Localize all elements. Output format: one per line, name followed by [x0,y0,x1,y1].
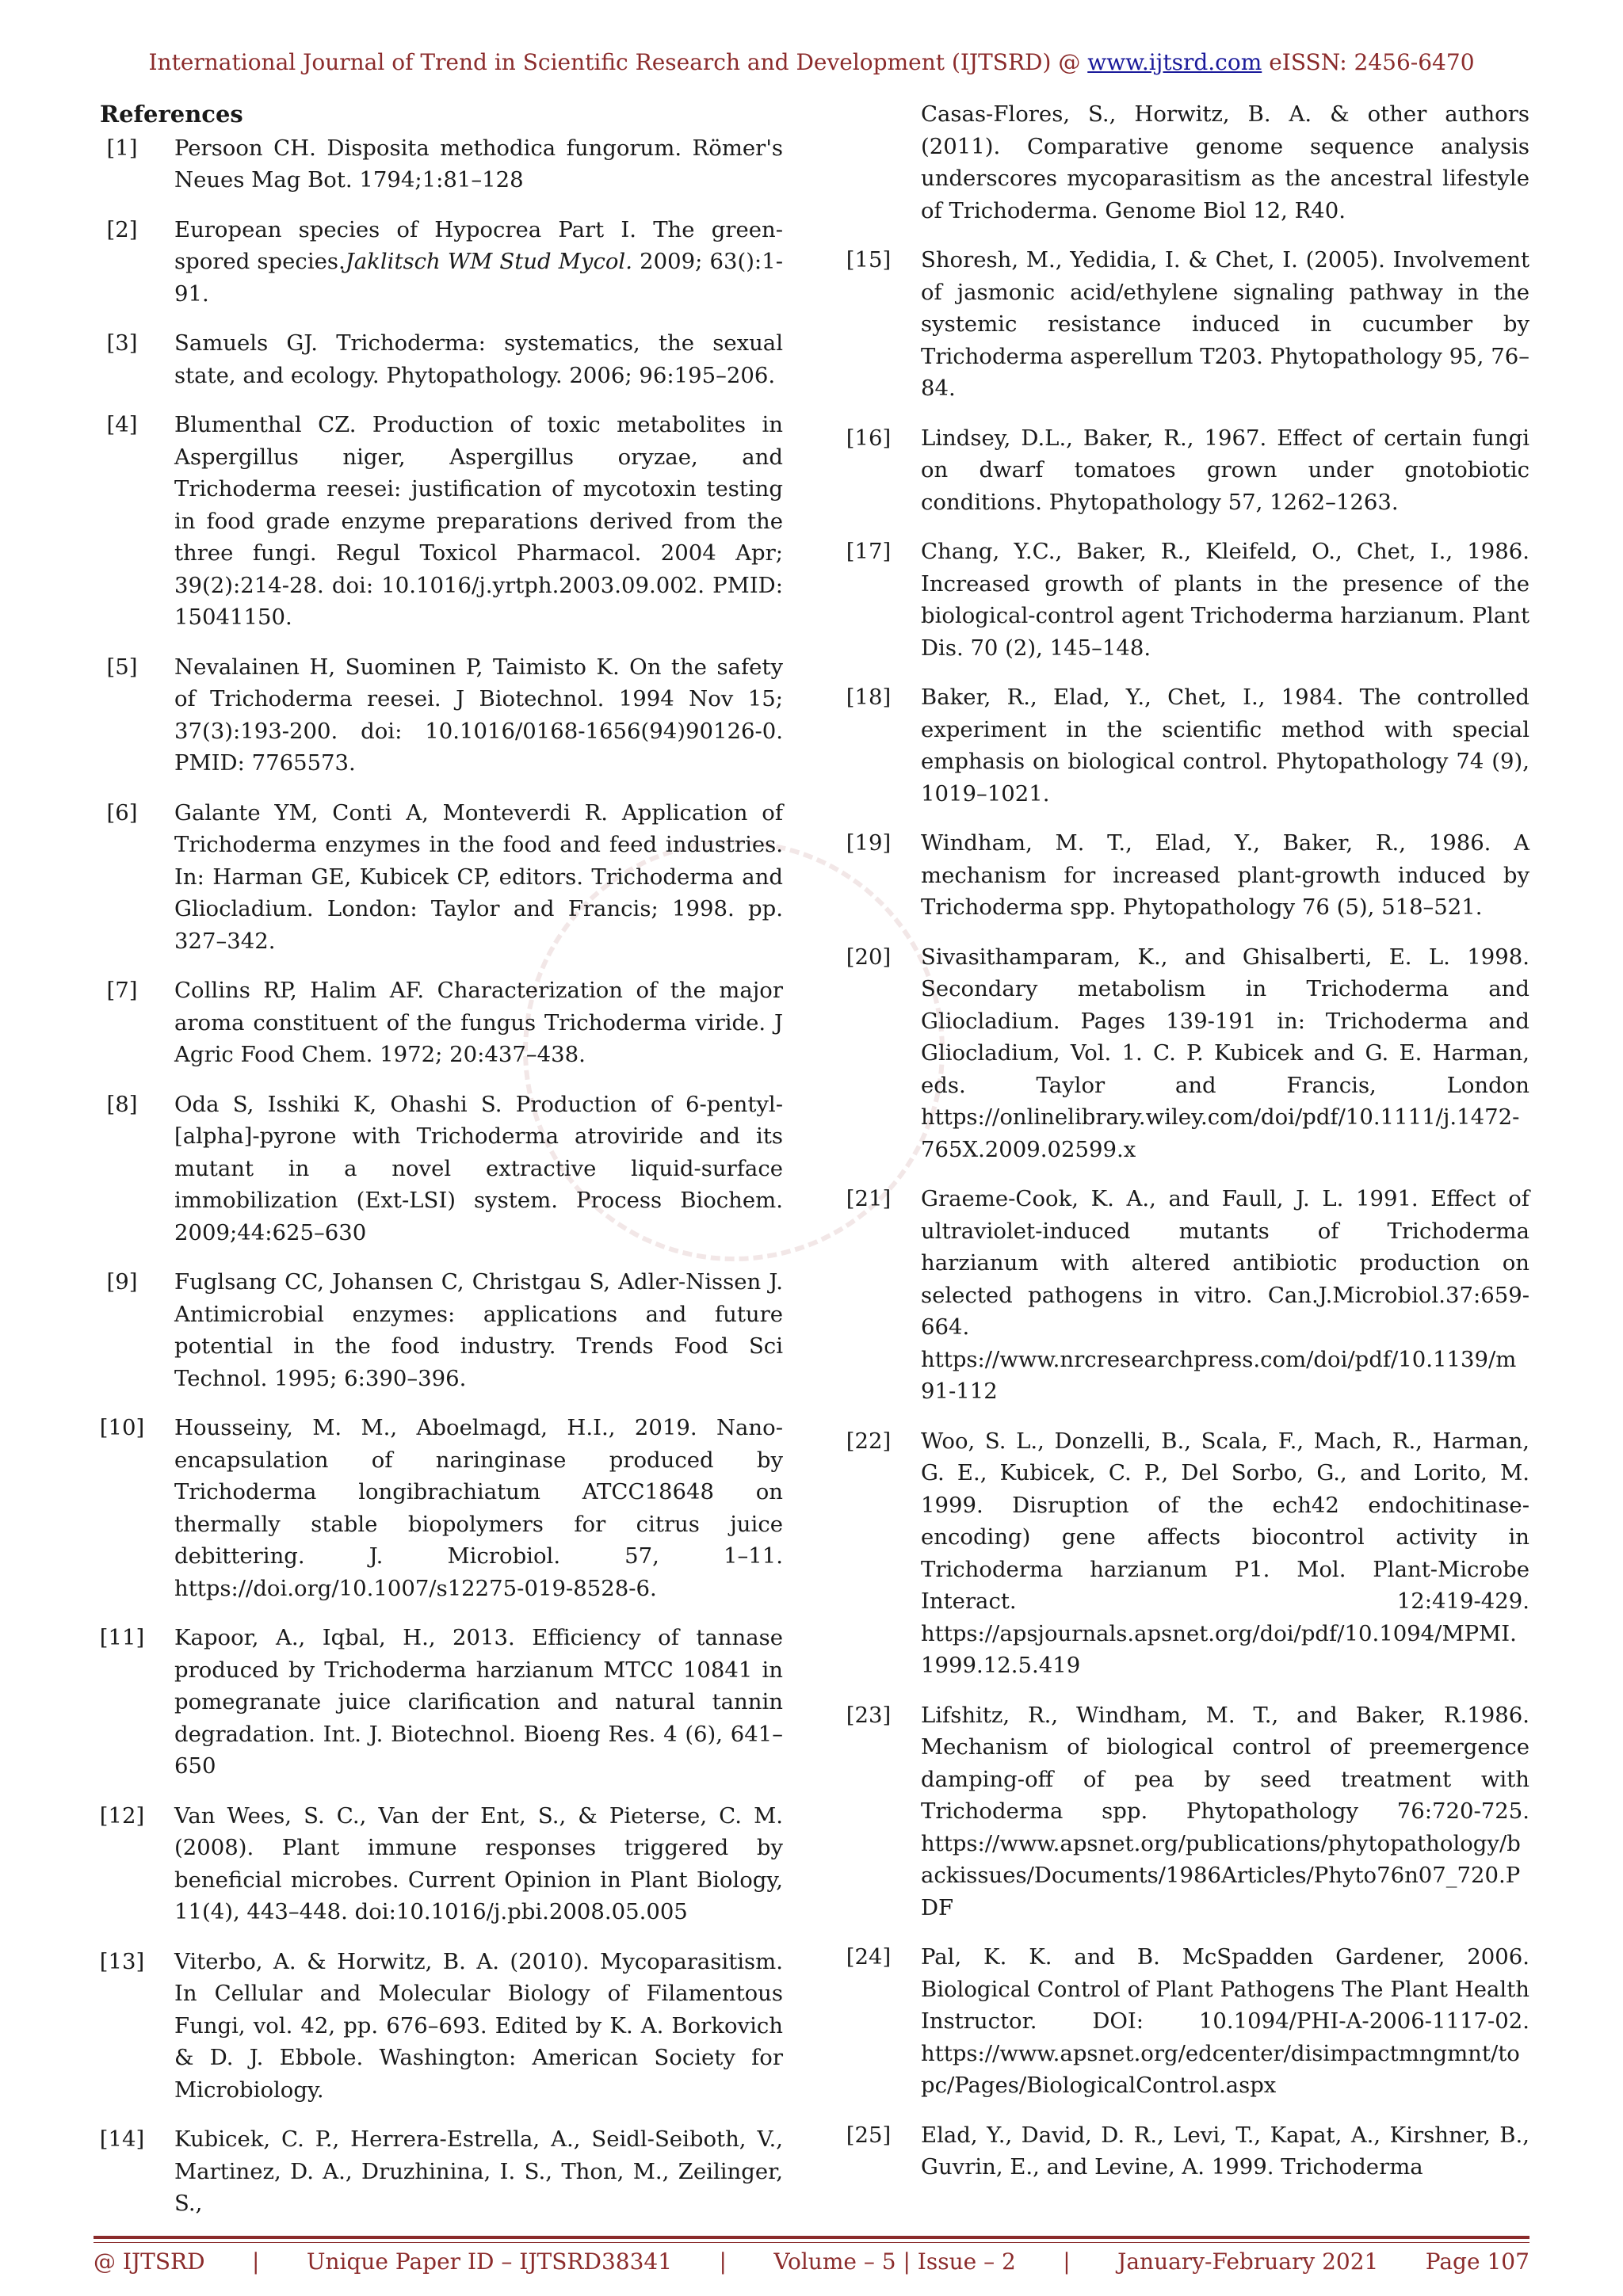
reference-text [174,1803,783,1925]
reference-number: [21] [846,1186,892,1211]
left-column [86,98,783,2237]
footer-date: January-February 2021 [1117,2248,1379,2275]
right-reference-list [832,244,1529,2183]
reference-text-main: Chang, Y.C., Baker, R., Kleifeld, O., Chet, I., 1986. Increased growth of plants in the presence of the biological-control agent Trichoderma harzianum. Plant Dis. 70 (2), 145–148. [921,539,1529,661]
reference-text-main: Nevalainen H, Suominen P, Taimisto K. On the safety of Trichoderma reesei. J Biotechnol. 1994 Nov 15; 37(3):193-200. doi: 10.1016/0168-1656(94)90126-0. PMID: 7765573. [174,654,783,776]
reference-item [832,1425,1529,1682]
reference-text [174,978,783,1067]
reference-item [86,797,783,958]
reference-text-main: Housseiny, M. M., Aboelmagd, H.I., 2019. Nano-encapsulation of naringinase produced by Trichoderma longibrachiatum ATCC18648 on thermally stable biopolymers for citrus juice debittering. J. Microbiol. 57, 1–11. https://doi.org/10.1007/s12275-019-8528-6. [174,1415,783,1601]
left-reference-list [86,132,783,2220]
reference-item [86,1266,783,1394]
reference-text-main: Fuglsang CC, Johansen C, Christgau S, Adler-Nissen J. Antimicrobial enzymes: applications and future potential in the food industry. Trends Food Sci Technol. 1995; 6:390–396. [174,1269,783,1391]
reference-number: [15] [846,247,892,273]
footer-volume: Volume – 5 | Issue – 2 [773,2248,1016,2275]
right-column [832,98,1529,2201]
reference-number: [2] [106,216,138,242]
reference-number: [18] [846,685,892,710]
reference-text [921,539,1529,661]
footer-separator: | [252,2248,260,2275]
references-heading: References [100,101,243,128]
reference-item [832,536,1529,664]
reference-text [921,1428,1529,1679]
footer-brand: @ IJTSRD [94,2248,205,2275]
reference-text [921,2122,1529,2180]
reference-text [174,217,783,307]
reference-text [921,685,1529,807]
reference-text-main: Lindsey, D.L., Baker, R., 1967. Effect of certain fungi on dwarf tomatoes grown under gnotobiotic conditions. Phytopathology 57, 1262–1263. [921,425,1529,515]
journal-title: International Journal of Trend in Scientific Research and Development (IJTSRD) @ [148,49,1081,75]
reference-item [86,1946,783,2107]
reference-text-main: Persoon CH. Disposita methodica fungorum. Römer's Neues Mag Bot. 1794;1:81–128 [174,135,783,193]
journal-issn: eISSN: 2456-6470 [1269,49,1475,75]
reference-number: [7] [106,978,138,1003]
reference-text [174,1092,783,1245]
reference-item [832,1699,1529,1924]
reference-text-main: Elad, Y., David, D. R., Levi, T., Kapat, A., Kirshner, B., Guvrin, E., and Levine, A. 1999. Trichoderma [921,2122,1529,2180]
reference-item [832,941,1529,1166]
reference-text [921,830,1529,920]
reference-text [921,247,1529,401]
reference-number: [20] [846,944,892,970]
footer-page: Page 107 [1425,2248,1529,2275]
reference-text [174,135,783,193]
reference-item [832,1941,1529,2102]
reference-number: [6] [106,799,138,826]
footer-separator: | [719,2248,727,2275]
reference-text-main: Pal, K. K. and B. McSpadden Gardener, 2006. Biological Control of Plant Pathogens The Plant Health Instructor. DOI: 10.1094/PHI-A-2006-1117-02. https://www.apsnet.org/edcenter/disimpactmngmnt/topc/Pages/BiologicalControl.aspx [921,1944,1529,2098]
reference-item [86,132,783,196]
reference-text [921,1703,1529,1920]
reference-text-main: Shoresh, M., Yedidia, I. & Chet, I. (2005). Involvement of jasmonic acid/ethylene signaling pathway in the systemic resistance induced in cucumber by Trichoderma asperellum T203. Phytopathology 95, 76–84. [921,247,1529,401]
reference-text [174,654,783,776]
reference-number: [1] [106,135,138,161]
reference-item [832,422,1529,519]
reference-number: [22] [846,1428,892,1454]
reference-item [832,244,1529,405]
reference-item [86,327,783,391]
reference-item [832,2119,1529,2183]
page-footer [94,2248,1529,2275]
reference-journal-italic: Jaklitsch WM Stud Mycol. [345,249,632,274]
reference-number: [4] [106,412,138,437]
reference-text-main: European species of Hypocrea Part I. The green-spored species. [174,216,783,274]
reference-text [174,330,783,388]
reference-text [174,1625,783,1779]
reference-item [832,681,1529,810]
reference-number: [24] [846,1944,892,1970]
reference-number: [16] [846,425,892,451]
reference-text-main: Woo, S. L., Donzelli, B., Scala, F., Mach, R., Harman, G. E., Kubicek, C. P., Del Sorbo, G., and Lorito, M. 1999. Disruption of the ech42 endochitinase-encoding) gene affects biocontrol activity in Trichoderma harzianum P1. Mol. Plant-Microbe Interact. 12:419-429. https://apsjournals.apsnet.org/doi/pdf/10.1094/MPMI.1999.12.5.419 [921,1428,1529,1678]
reference-text [921,944,1529,1162]
reference-number: [9] [106,1269,138,1295]
reference-text-main: Lifshitz, R., Windham, M. T., and Baker, R.1986. Mechanism of biological control of preemergence damping-off of pea by seed treatment with Trichoderma spp. Phytopathology 76:720-725. https://www.apsnet.org/publications/phytopathology/backissues/Documents/1986Articles/Phyto76n07_720.PDF [921,1702,1529,1920]
reference-number: [14] [99,2126,145,2152]
reference-text-tail: 2009; 63():1-91. [174,249,783,307]
reference-text-main: Viterbo, A. & Horwitz, B. A. (2010). Mycoparasitism. In Cellular and Molecular Biology of Filamentous Fungi, vol. 42, pp. 676–693. Edited by K. A. Borkovich & D. J. Ebbole. Washington: American Society for Microbiology. [174,1948,783,2103]
reference-text [174,1949,783,2103]
reference-text-main: Collins RP, Halim AF. Characterization of the major aroma constituent of the fungus Trichoderma viride. J Agric Food Chem. 1972; 20:437–438. [174,978,783,1067]
reference-item [86,214,783,311]
reference-number: [3] [106,330,138,356]
reference-text-main: Van Wees, S. C., Van der Ent, S., & Pieterse, C. M. (2008). Plant immune responses triggered by beneficial microbes. Current Opinion in Plant Biology, 11(4), 443–448. doi:10.1016/j.pbi.2008.05.005 [174,1802,783,1924]
journal-header [0,49,1623,75]
reference-item [86,1800,783,1928]
reference-text-main: Oda S, Isshiki K, Ohashi S. Production of 6-pentyl-[alpha]-pyrone with Trichoderma atroviride and its mutant in a novel extractive liquid-surface immobilization (Ext-LSI) system. Process Biochem. 2009;44:625–630 [174,1091,783,1245]
reference-text [174,2126,783,2216]
reference-text [921,1944,1529,2098]
reference-text-main: Kapoor, A., Iqbal, H., 2013. Efficiency of tannase produced by Trichoderma harzianum MTCC 10841 in pomegranate juice clarification and natural tannin degradation. Int. J. Biotechnol. Bioeng Res. 4 (6), 641–650 [174,1625,783,1779]
journal-url-link[interactable]: www.ijtsrd.com [1087,49,1262,75]
reference-number: [8] [106,1091,138,1117]
reference-text [174,412,783,630]
reference-number: [25] [846,2122,892,2148]
reference-number: [10] [99,1415,145,1440]
reference-text-main: Sivasithamparam, K., and Ghisalberti, E. L. 1998. Secondary metabolism in Trichoderma and Gliocladium. Pages 139-191 in: Trichoderma and Gliocladium, Vol. 1. C. P. Kubicek and G. E. Harman, eds. Taylor and Francis, London https://onlinelibrary.wiley.com/doi/pdf/10.1111/j.1472-765X.2009.02599.x [921,944,1529,1162]
reference-number: [11] [99,1625,145,1650]
reference-text-main: Galante YM, Conti A, Monteverdi R. Application of Trichoderma enzymes in the food and feed industries. In: Harman GE, Kubicek CP, editors. Trichoderma and Gliocladium. London: Taylor and Francis; 1998. pp. 327–342. [174,799,783,954]
reference-item [832,1183,1529,1408]
reference-text [174,800,783,954]
footer-rule-thin [94,2242,1529,2243]
reference-number: [23] [846,1702,892,1728]
reference-text-main: Blumenthal CZ. Production of toxic metabolites in Aspergillus niger, Aspergillus oryzae, and Trichoderma reesei: justification of mycotoxin testing in food grade enzyme preparations derived from the three fungi. Regul Toxicol Pharmacol. 2004 Apr; 39(2):214-28. doi: 10.1016/j.yrtph.2003.09.002. PMID: 15041150. [174,412,783,630]
reference-text-main: Graeme-Cook, K. A., and Faull, J. L. 1991. Effect of ultraviolet-induced mutants of Trichoderma harzianum with altered antibiotic production on selected pathogens in vitro. Can.J.Microbiol.37:659-664. https://www.nrcresearchpress.com/doi/pdf/10.1139/m91-112 [921,1186,1529,1404]
footer-rule-thick [94,2236,1529,2239]
reference-item [86,651,783,780]
reference-number: [13] [99,1948,145,1974]
reference-number: [12] [99,1802,145,1829]
reference-item [86,974,783,1071]
reference-number: [19] [846,830,892,856]
reference-item [832,827,1529,924]
reference-text-main: Kubicek, C. P., Herrera-Estrella, A., Seidl-Seiboth, V., Martinez, D. A., Druzhinina, I. S., Thon, M., Zeilinger, S., [174,2126,783,2216]
reference-text-main: Baker, R., Elad, Y., Chet, I., 1984. The controlled experiment in the scientific method with special emphasis on biological control. Phytopathology 74 (9), 1019–1021. [921,685,1529,807]
reference-item [86,2123,783,2220]
footer-separator: | [1063,2248,1071,2275]
reference-continuation: Casas-Flores, S., Horwitz, B. A. & other authors (2011). Comparative genome sequence analysis underscores mycoparasitism as the ancestral lifestyle of Trichoderma. Genome Biol 12, R40. [921,101,1529,223]
reference-number: [5] [106,654,138,680]
reference-text [174,1269,783,1391]
reference-text [921,1186,1529,1404]
reference-text-main: Windham, M. T., Elad, Y., Baker, R., 1986. A mechanism for increased plant-growth induced by Trichoderma spp. Phytopathology 76 (5), 518–521. [921,830,1529,920]
reference-text-main: Samuels GJ. Trichoderma: systematics, the sexual state, and ecology. Phytopathology. 2006; 96:195–206. [174,330,783,388]
reference-text [921,425,1529,515]
reference-text [174,1415,783,1601]
reference-item [86,1412,783,1604]
footer-paper-id: Unique Paper ID – IJTSRD38341 [306,2248,673,2275]
reference-item [86,1089,783,1249]
reference-item [86,409,783,634]
reference-item [86,1622,783,1783]
reference-number: [17] [846,539,892,564]
